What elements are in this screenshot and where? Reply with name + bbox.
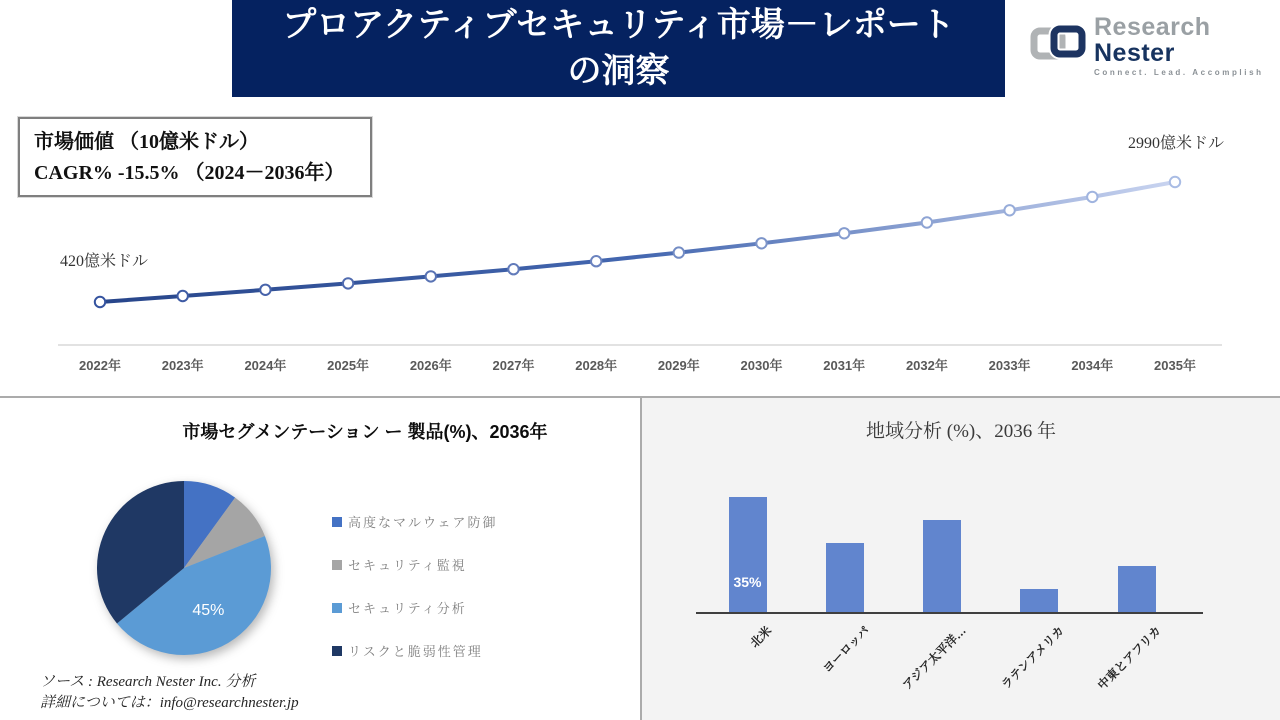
line-chart-start-value: 420億米ドル <box>60 253 149 270</box>
data-point-marker <box>1004 205 1014 215</box>
bar-chart-title: 地域分析 (%)、2036 年 <box>866 421 1056 442</box>
bar-2 <box>923 520 961 612</box>
x-axis-year-label: 2027年 <box>492 358 535 373</box>
bar-4 <box>1118 566 1156 612</box>
contact-note: 詳細については：info@researchnester.jp <box>40 695 299 711</box>
bar-data-label: 35% <box>733 574 762 590</box>
bar-category-label: ヨーロッパ <box>819 623 873 676</box>
data-point-marker <box>95 297 105 307</box>
data-point-marker <box>922 217 932 227</box>
x-axis-year-label: 2025年 <box>327 358 370 373</box>
bar-3 <box>1020 589 1058 612</box>
x-axis-year-label: 2032年 <box>905 358 948 373</box>
data-point-marker <box>591 256 601 266</box>
data-point-marker <box>674 247 684 257</box>
x-axis-year-label: 2033年 <box>988 358 1031 373</box>
regional-analysis-panel <box>642 398 1280 720</box>
data-point-marker <box>756 238 766 248</box>
bar-chart-axis <box>696 612 1203 614</box>
page-title-line1: プロアクティブセキュリティ市場－レポート <box>282 7 955 44</box>
legend-item <box>332 555 497 574</box>
logo-brand-research: Research <box>1094 12 1211 41</box>
legend-item <box>332 598 497 617</box>
source-note: ソース : Research Nester Inc. 分析 <box>40 674 256 690</box>
x-axis-year-label: 2035年 <box>1154 358 1196 373</box>
legend-swatch-icon <box>332 517 342 527</box>
data-point-marker <box>178 291 188 301</box>
data-point-marker <box>426 271 436 281</box>
pie-chart-title: 市場セグメンテーション ー 製品(%)、2036年 <box>182 422 548 442</box>
bar-category-label: 北米 <box>747 623 775 651</box>
data-point-marker <box>508 264 518 274</box>
legend-item <box>332 512 497 531</box>
bar-1 <box>826 543 864 612</box>
x-axis-year-label: 2029年 <box>657 358 700 373</box>
x-axis-year-label: 2028年 <box>575 358 618 373</box>
x-axis-year-label: 2022年 <box>79 358 121 373</box>
x-axis-year-label: 2023年 <box>161 358 204 373</box>
bar-category-label: アジア太平洋… <box>900 623 970 693</box>
legend-swatch-icon <box>332 603 342 613</box>
bar-category-label: ラテンアメリカ <box>998 623 1067 692</box>
data-point-marker <box>343 278 353 288</box>
legend-label: セキュリティ監視 <box>348 558 467 573</box>
bar-0 <box>729 497 767 612</box>
x-axis-year-label: 2034年 <box>1071 358 1114 373</box>
logo-tagline: Connect. Lead. Accomplish <box>1094 67 1264 77</box>
legend-label: 高度なマルウェア防御 <box>348 515 498 530</box>
data-point-marker <box>1170 177 1180 187</box>
bar-category-label: 中東とアフリカ <box>1094 623 1164 693</box>
regional-bar-chart <box>642 398 1280 720</box>
legend-swatch-icon <box>332 560 342 570</box>
data-point-marker <box>1087 192 1097 202</box>
market-value-label: 市場価値 （10億米ドル） <box>34 131 259 153</box>
legend-label: リスクと脆弱性管理 <box>348 644 483 659</box>
legend-label: セキュリティ分析 <box>348 601 467 616</box>
x-axis-year-label: 2030年 <box>740 358 783 373</box>
page-title-line2: の洞察 <box>567 53 670 90</box>
x-axis-year-label: 2026年 <box>409 358 452 373</box>
data-point-marker <box>260 285 270 295</box>
footer <box>40 672 299 714</box>
line-chart-end-value: 2990億米ドル <box>1128 135 1225 152</box>
legend-swatch-icon <box>332 646 342 656</box>
line-series <box>100 182 1175 302</box>
segmentation-pie-chart <box>62 468 312 673</box>
legend-item <box>332 641 497 660</box>
logo-brand-nester: Nester <box>1094 38 1175 67</box>
x-axis-year-label: 2024年 <box>244 358 287 373</box>
data-point-marker <box>839 228 849 238</box>
cagr-label: CAGR% -15.5% （2024－2036年） <box>34 162 345 184</box>
pie-legend <box>332 512 497 684</box>
x-axis-year-label: 2031年 <box>823 358 866 373</box>
pie-data-label: 45% <box>192 602 225 620</box>
